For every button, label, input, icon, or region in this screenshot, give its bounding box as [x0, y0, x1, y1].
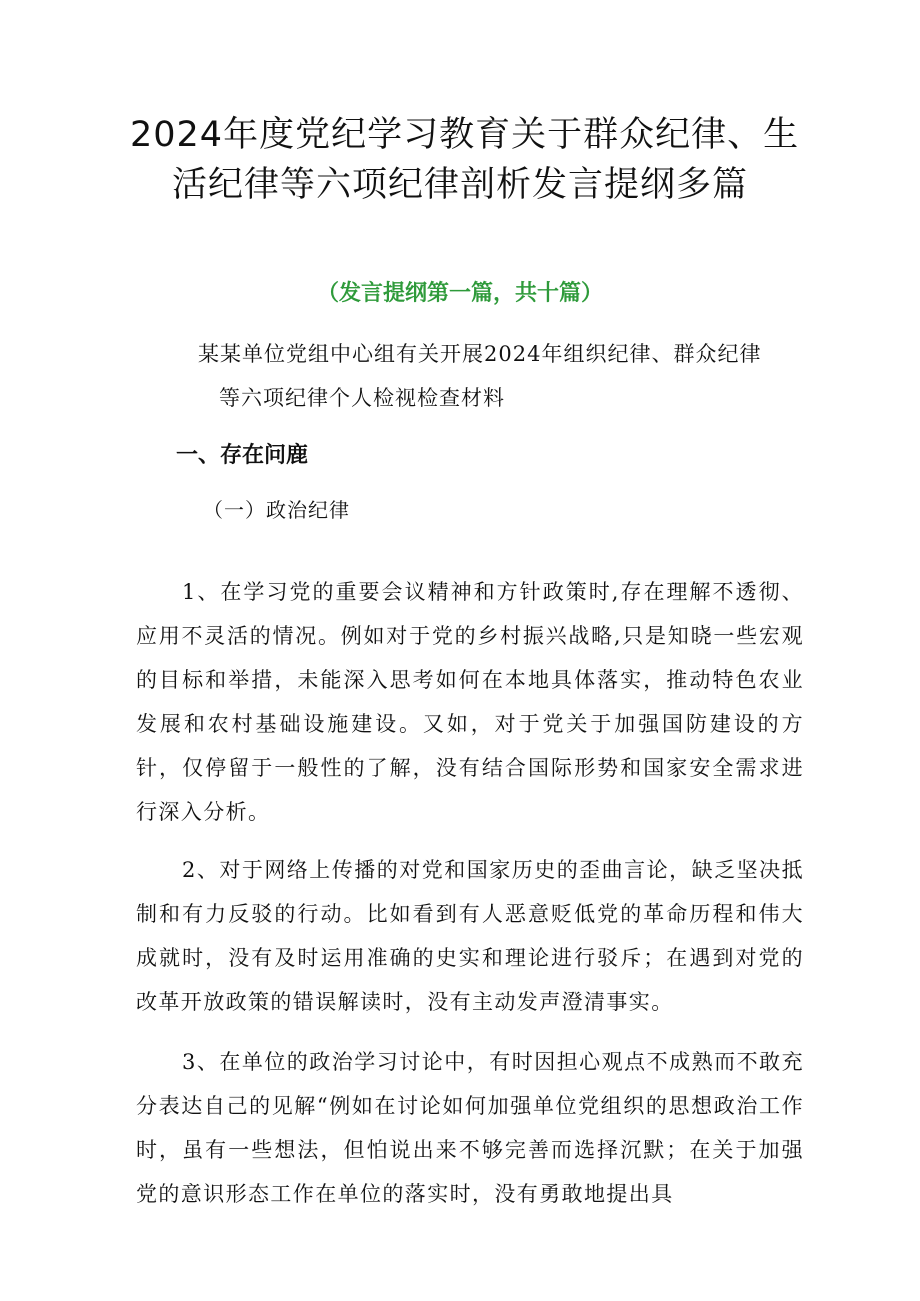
material-heading — [198, 332, 761, 420]
paragraph-3: 3、在单位的政治学习讨论中，有时因担心观点不成熟而不敢充分表达自己的见解“例如在讨论如何加强单位党组织的思想政治工作时，虽有一些想法，但怕说出来不够完善而选择沉默；在关于加强党的意识形态工作在单位的落实时，没有勇敢地提出具 — [136, 1050, 804, 1206]
title-line-2: 活纪律等六项纪律剖析发言提纲多篇 — [171, 165, 748, 205]
subsection-heading: （一）政治纪律 — [203, 498, 350, 522]
paragraph-2: 2、对于网络上传播的对党和国家历史的歪曲言论，缺乏坚决抵制和有力反驳的行动。比如看到有人恶意贬低党的革命历程和伟大成就时，没有及时运用准确的史实和理论进行驳斥；在遇到对党的改革开放政策的错误解读时，没有主动发声澄清事实。 — [136, 858, 804, 1014]
paragraph-1: 1、在学习党的重要会议精神和方针政策时,存在理解不透彻、应用不灵活的情况。例如对于党的乡村振兴战略,只是知晓一些宏观的目标和举措，未能深入思考如何在本地具体落实，推动特色农业发展和农村基础设施建设。又如，对于党关于加强国防建设的方针，仅停留于一般性的了解，没有结合国际形势和国家安全需求进行深入分析。 — [136, 580, 804, 824]
material-heading-line-1: 某某单位党组中心组有关开展2024年组织纪律、群众纪律 — [198, 342, 762, 366]
material-heading-line-2: 等六项纪律个人检视检查材料 — [219, 386, 505, 410]
section-heading: 一、存在问鹿 — [176, 443, 309, 468]
document-subtitle: （发言提纲第一篇，共十篇） — [316, 281, 603, 306]
title-line-1: 2024年度党纪学习教育关于群众纪律、生 — [130, 115, 800, 155]
document-title — [130, 110, 800, 210]
